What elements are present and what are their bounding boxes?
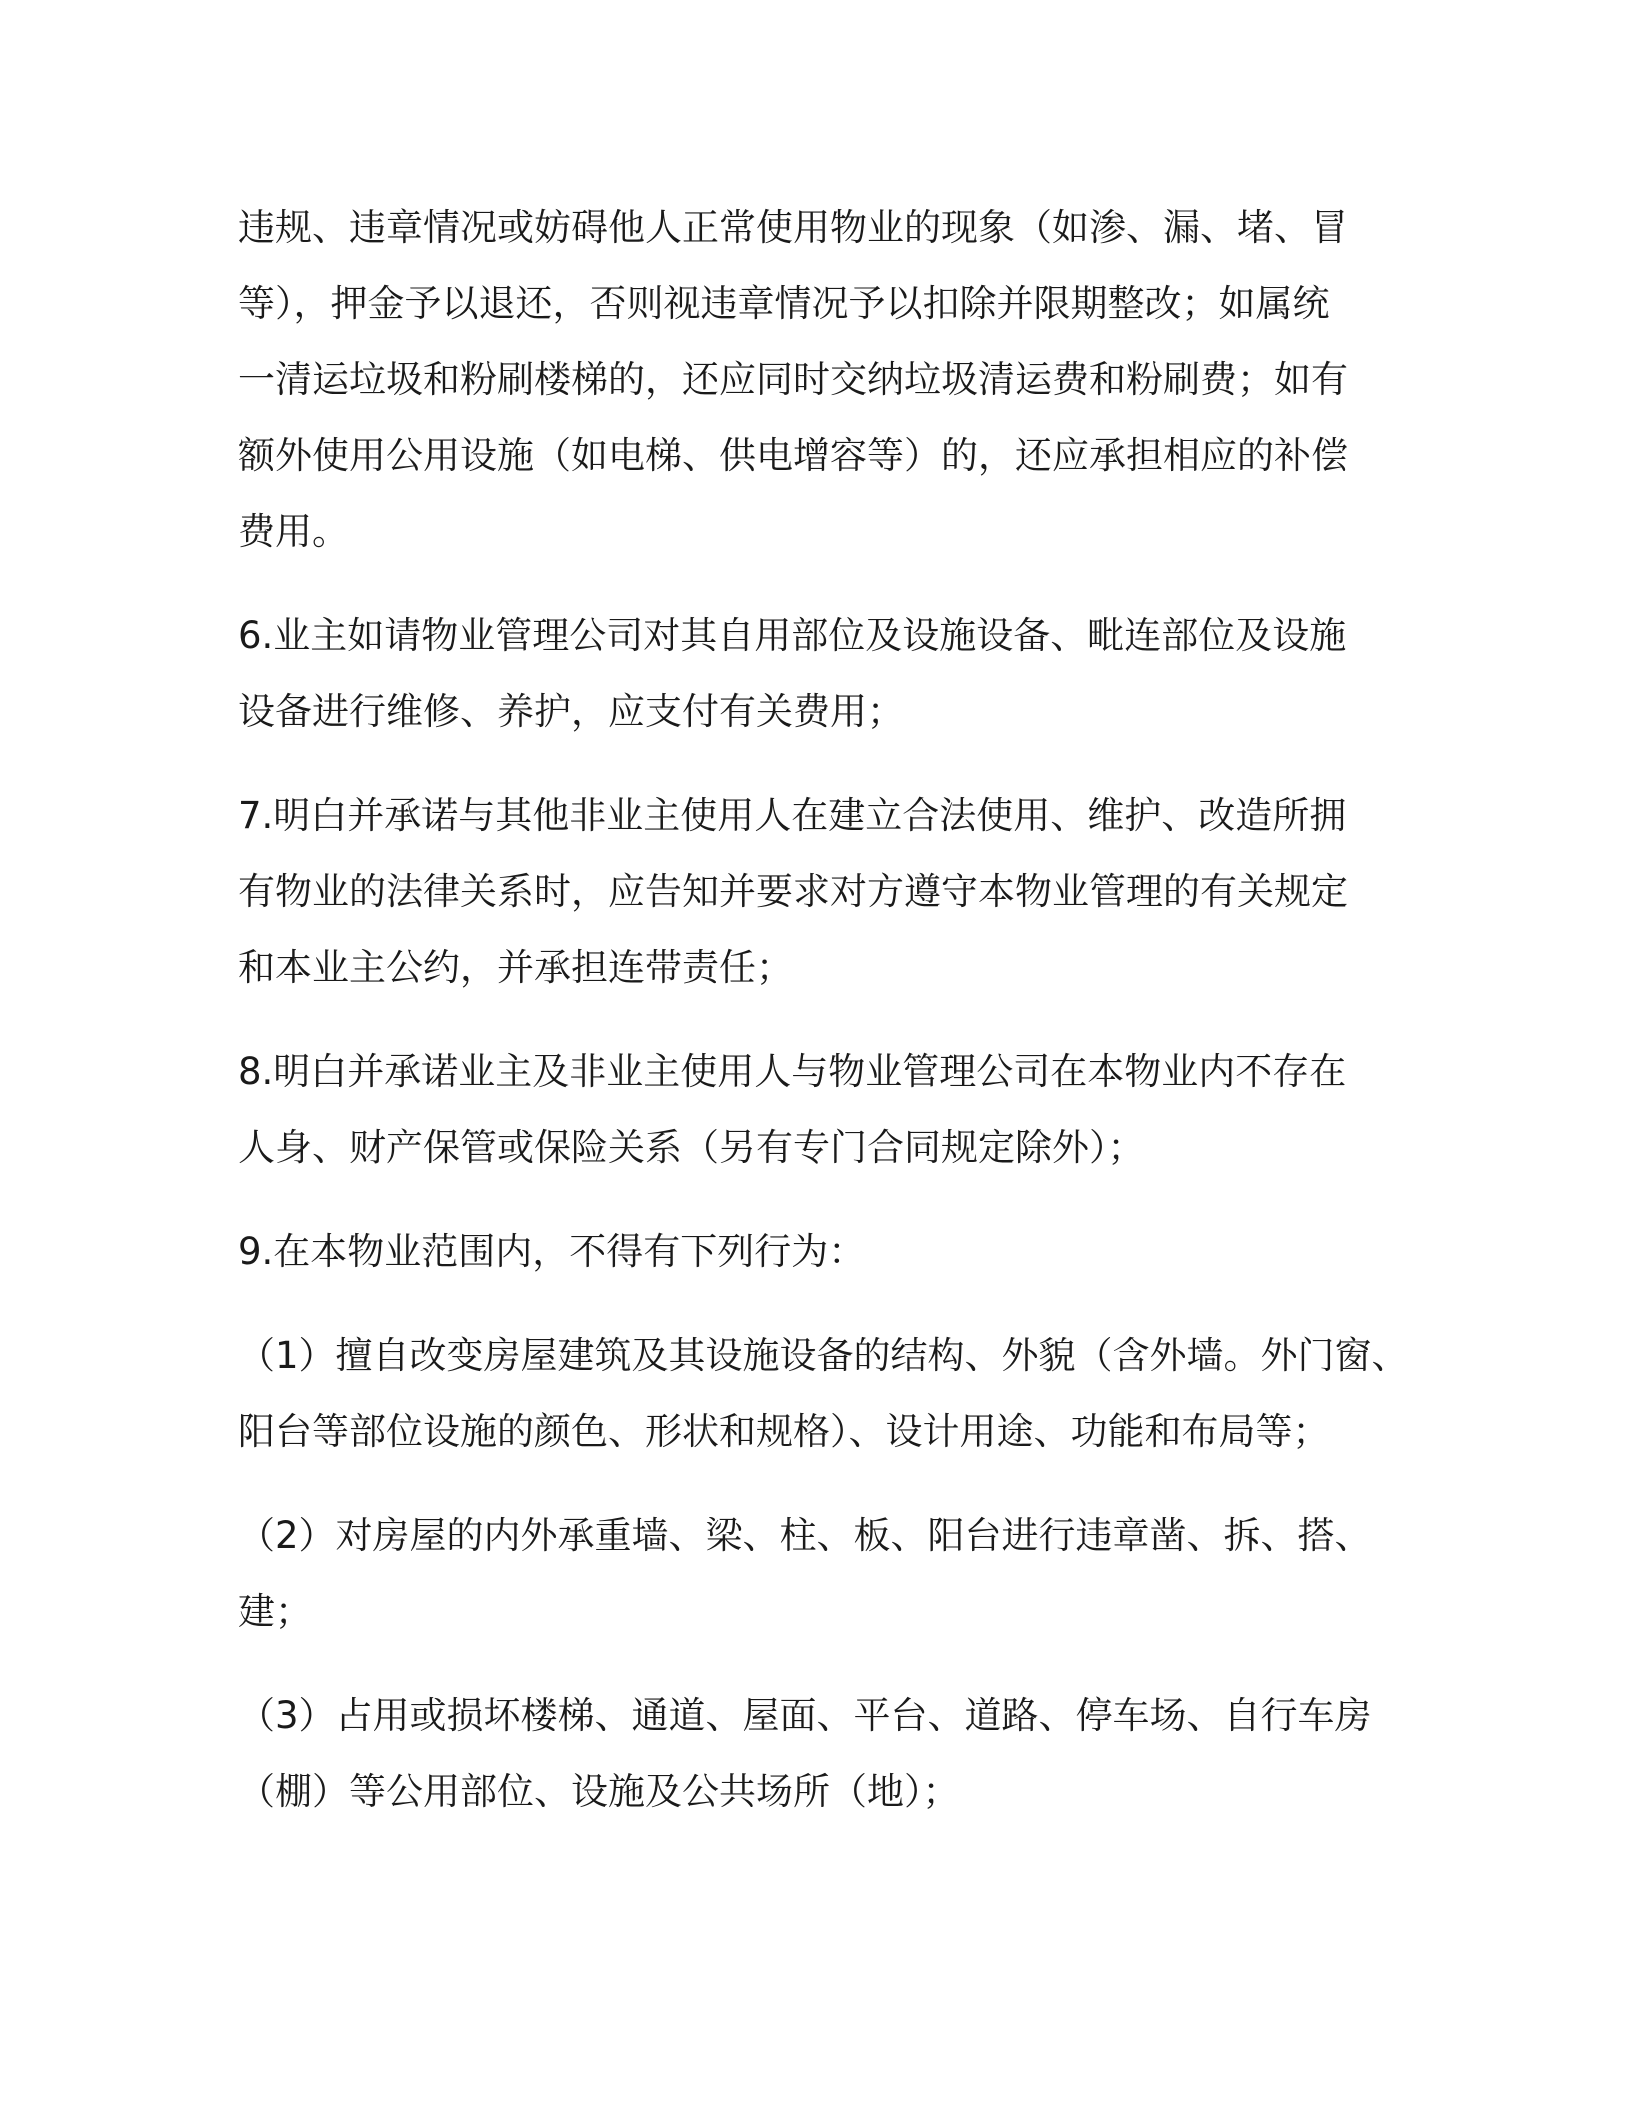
text-line: 6.业主如请物业管理公司对其自用部位及设施设备、毗连部位及设施 [238,614,1347,657]
paragraph-item-8 [238,1034,1398,1186]
paragraph-subitem-1 [238,1318,1409,1470]
paragraph-item-9 [238,1214,1398,1290]
paragraph-subitem-3 [238,1678,1398,1830]
text-line: （3）占用或损坏楼梯、通道、屋面、平台、道路、停车场、自行车房 [238,1694,1372,1737]
text-line: 8.明白并承诺业主及非业主使用人与物业管理公司在本物业内不存在 [238,1050,1347,1093]
text-line: 和本业主公约，并承担连带责任； [238,946,793,989]
text-line: 有物业的法律关系时，应告知并要求对方遵守本物业管理的有关规定 [238,870,1348,913]
paragraph-item-6 [238,598,1398,750]
text-line: （2）对房屋的内外承重墙、梁、柱、板、阳台进行违章凿、拆、搭、 [238,1514,1372,1557]
text-line: 设备进行维修、养护，应支付有关费用； [238,690,904,733]
text-line: 一清运垃圾和粉刷楼梯的，还应同时交纳垃圾清运费和粉刷费；如有 [238,358,1348,401]
text-line: 9.在本物业范围内，不得有下列行为： [238,1230,866,1273]
text-line: 7.明白并承诺与其他非业主使用人在建立合法使用、维护、改造所拥 [238,794,1347,837]
text-line: 等），押金予以退还，否则视违章情况予以扣除并限期整改；如属统 [238,282,1330,325]
text-line: 额外使用公用设施（如电梯、供电增容等）的，还应承担相应的补偿 [238,434,1348,477]
text-line: 人身、财产保管或保险关系（另有专门合同规定除外）； [238,1126,1145,1169]
paragraph-item-7 [238,778,1398,1006]
document-body [238,190,1409,1858]
paragraph-deposit-refund [238,190,1398,570]
text-line: 阳台等部位设施的颜色、形状和规格）、设计用途、功能和布局等； [238,1410,1330,1453]
text-line: 建； [238,1590,312,1633]
text-line: （1）擅自改变房屋建筑及其设施设备的结构、外貌（含外墙。外门窗、 [238,1334,1409,1377]
text-line: （棚）等公用部位、设施及公共场所（地）； [238,1770,960,1813]
paragraph-subitem-2 [238,1498,1398,1650]
text-line: 费用。 [238,510,349,553]
text-line: 违规、违章情况或妨碍他人正常使用物业的现象（如渗、漏、堵、冒 [238,206,1348,249]
